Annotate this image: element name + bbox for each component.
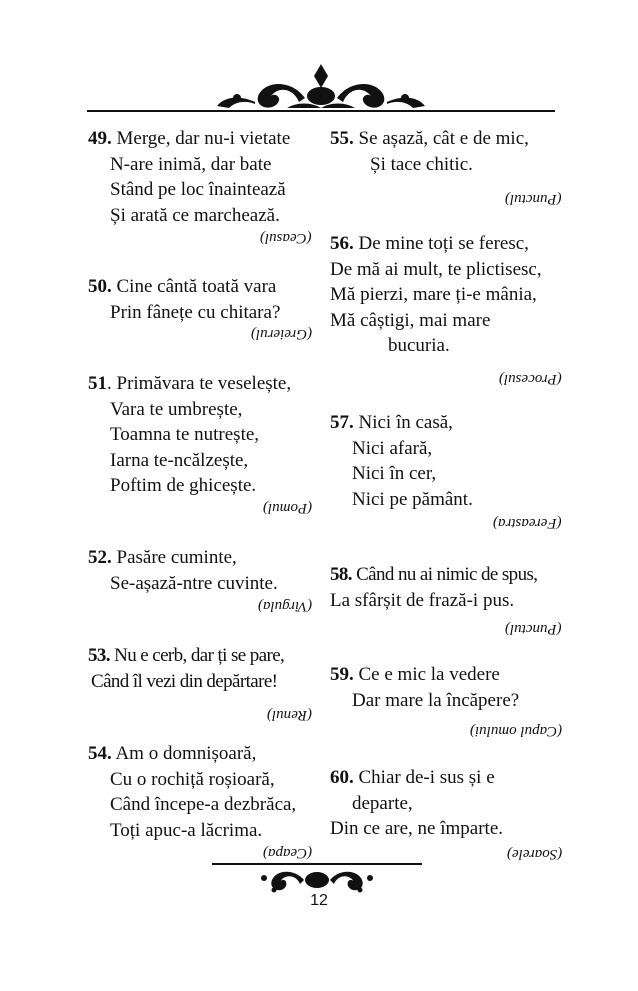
answer-58: (Punctul) <box>505 621 562 637</box>
riddle-number: 59. <box>330 664 354 685</box>
riddle-line: Când nu ai nimic de spus, <box>356 564 538 585</box>
riddle-line: Stând pe loc înaintează <box>110 179 286 200</box>
page-number: 12 <box>310 892 328 909</box>
riddle-number: 60. <box>330 767 354 788</box>
riddle-54 <box>88 741 312 843</box>
answer-57: (Fereastra) <box>493 515 562 531</box>
riddle-line: Și tace chitic. <box>370 153 473 175</box>
riddle-52 <box>88 545 312 596</box>
riddle-49 <box>88 126 312 228</box>
answer-59: (Capul omului) <box>469 723 562 739</box>
riddle-number: 54. <box>88 743 112 764</box>
riddle-51 <box>88 371 312 499</box>
riddle-line: Dar mare la încăpere? <box>352 689 520 711</box>
riddle-line: Pasăre cuminte, <box>116 547 237 568</box>
riddle-line: bucuria. <box>388 335 450 356</box>
riddle-50 <box>88 274 312 325</box>
riddle-line: . Primăvara te veselește, <box>107 373 292 394</box>
riddle-line: Nici afară, <box>352 437 433 459</box>
riddle-number: 57. <box>330 412 354 433</box>
riddle-line: Iarna te-ncălzește, <box>110 449 249 471</box>
bottom-ornament <box>212 856 422 896</box>
riddle-59 <box>330 662 562 713</box>
answer-53: (Renul) <box>267 707 312 723</box>
riddle-line: Și arată ce marchează. <box>110 204 280 226</box>
riddle-line: Din ce are, ne împarte. <box>330 818 504 839</box>
riddle-number: 49. <box>88 128 112 149</box>
riddle-line: Toți apuc-a lăcrima. <box>110 819 263 841</box>
riddle-line: Cu o rochiță roșioară, <box>110 768 275 790</box>
answer-50: (Greierul) <box>250 326 312 342</box>
riddle-53 <box>88 643 312 694</box>
riddle-line: Prin fânețe cu chitara? <box>110 301 281 323</box>
answer-56: (Procesul) <box>499 371 562 387</box>
riddle-line: Toamna te nutrește, <box>110 424 260 445</box>
riddle-line: Nici în cer, <box>352 463 437 484</box>
answer-49: (Ceasul) <box>260 230 312 246</box>
riddle-line: N-are inimă, dar bate <box>110 153 272 175</box>
riddle-number: 50. <box>88 276 112 297</box>
riddle-number: 56. <box>330 233 354 254</box>
riddle-line: Când îl vezi din depărtare! <box>91 670 278 692</box>
riddle-line: Am o domnișoară, <box>115 743 257 764</box>
riddle-line: Nici pe pământ. <box>352 488 473 510</box>
top-ornament <box>87 58 555 118</box>
riddle-60 <box>330 765 562 842</box>
answer-52: (Virgula) <box>257 598 312 614</box>
riddle-line: departe, <box>352 792 413 814</box>
riddle-line: Poftim de ghicește. <box>110 475 257 496</box>
riddle-number: 52. <box>88 547 112 568</box>
riddle-line: Mă câștigi, mai mare <box>330 309 491 331</box>
riddle-56 <box>330 231 562 359</box>
riddle-line: Nici în casă, <box>358 412 453 433</box>
answer-54: (Ceapa) <box>262 845 312 861</box>
riddle-58 <box>330 562 562 613</box>
riddle-line: Vara te umbrește, <box>110 398 243 420</box>
riddle-number: 51 <box>88 373 107 394</box>
riddle-line: De mă ai mult, te plictisesc, <box>330 258 542 280</box>
riddle-line: Chiar de-i sus și e <box>358 767 495 788</box>
riddle-number: 55. <box>330 128 354 149</box>
riddle-line: Se așază, cât e de mic, <box>358 128 529 149</box>
riddle-number: 58. <box>330 564 352 585</box>
riddle-line: Mă pierzi, mare ți-e mânia, <box>330 284 537 305</box>
riddle-line: Ce e mic la vedere <box>358 664 500 685</box>
riddle-57 <box>330 410 562 512</box>
riddle-number: 53. <box>88 645 110 666</box>
riddle-line: De mine toți se feresc, <box>358 233 529 254</box>
riddle-line: Când începe-a dezbrăca, <box>110 794 297 815</box>
answer-55: (Punctul) <box>505 191 562 207</box>
answer-51: (Pomul) <box>262 500 312 516</box>
riddle-line: Cine cântă toată vara <box>116 276 277 297</box>
riddle-line: La sfârșit de frază-i pus. <box>330 589 515 611</box>
riddle-line: Merge, dar nu-i vietate <box>116 128 291 149</box>
answer-60: (Soarele) <box>506 846 562 862</box>
riddle-55 <box>330 126 562 177</box>
riddle-line: Nu e cerb, dar ți se pare, <box>114 645 285 666</box>
riddle-line: Se-așază-ntre cuvinte. <box>110 572 278 594</box>
